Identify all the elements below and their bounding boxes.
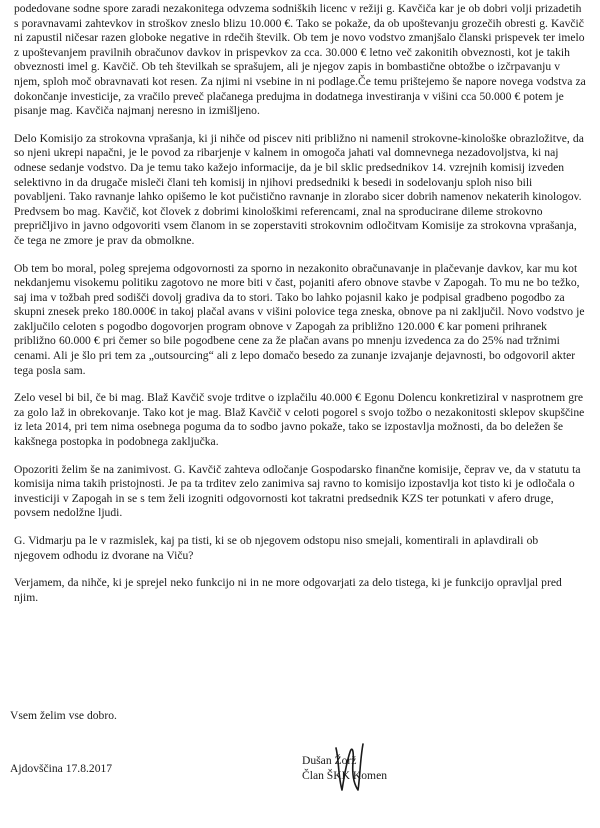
paragraph-7: Verjamem, da nihče, ki je sprejel neko funkcijo ni in ne more odgovarjati za delo tistega, ki je funkcijo opravljal pred njim.: [14, 576, 562, 604]
paragraph-4: Zelo vesel bi bil, če bi mag. Blaž Kavčič svoje trditve o izplačilu 40.000 € Egonu Dolencu konkretiziral v nasprotnem gre za golo laž in obrekovanje. Tako kot je mag. Blaž Kavčič v celoti pogorel s svojo tožbo o nezakonitosti sklepov skupščine iz leta 2014, pri tem nima osebnega poguma da to sodbo javno pokaže, tako se izpostavlja možnosti, da bo deležen še kakšnega postopka in podobnega zaključka.: [14, 391, 585, 449]
paragraph-1: podedovane sodne spore zaradi nezakonitega odvzema sodniških licenc v režiji g. Kavčiča kar je ob dobri volji prizadetih s poravnavami zahtevkov in stroškov zneslo blizu 10.000 €. Tako se pokaže, da ob upoštevanju grozečih obresti g. Kavčič ni zapustil ničesar razen globoke negative in rdečih številk. Ob tem je novo vodstvo zmanjšalo članski prispevek ter imelo z upoštevanjem pravilnih obračunov davkov in prispevkov za cca. 30.000 € letno več zakonitih obveznosti, kot je takih obveznosti imel g. Kavčič. Ob teh številkah se sprašujem, ali je njegov zapis in bombastične obtožbe o izčrpavanju v njem, sploh moč obravnavati kot resen. Za njimi ni vsebine in ni podlage.Če temu prištejemo še napore novega vodstva za dokončanje investicije, za vračilo preveč plačanega predujma in dodatnega investiranja v višini cca 50.000 € potem je pisanje mag. Kavčiča najmanj neresno in izmišljeno.: [14, 2, 586, 118]
place-date: Ajdovščina 17.8.2017: [10, 762, 113, 775]
signer-role: Član ŠKK Komen: [302, 769, 388, 782]
handwritten-signature-icon: [330, 738, 370, 796]
paragraph-6: G. Vidmarju pa le v razmislek, kaj pa tisti, ki se ob njegovem odstopu niso smejali, komentirali in aplavdirali ob njegovem odhodu iz dvorane na Viču?: [14, 534, 539, 562]
signer-name: Dušan Žorž: [302, 754, 357, 767]
paragraph-5: Opozoriti želim še na zanimivost. G. Kavčič zahteva odločanje Gospodarsko finančne komisije, čeprav ve, da v statutu ta komisija nima takih pristojnosti. Je pa ta trditev zelo zanimiva saj ravno to komisijo izpostavlja kot tisto ki je odločala o investiciji v Zapogah in se s tem želi izogniti odgovornosti kot takratni predsednik KZS ter potunkati v afero druge, povsem nedolžne ljudi.: [14, 462, 581, 520]
paragraph-3: Ob tem bo moral, poleg sprejema odgovornosti za sporno in nezakonito obračunavanje in plačevanje davkov, kar mu kot nekdanjemu visokemu politiku zagotovo ne more biti v čast, pojaniti afero obnove stavbe v Zapogah. To mu ne bo težko, saj ima v tožbah pred sodišči dovolj gradiva da to stori. Tako bo lahko pojasnil kako je podpisal gradbeno pogodbo za skupni znesek preko 180.000€ in takoj plačal avans v višini polovice tega zneska, obnove pa ni zaključil. Novo vodstvo je zaključilo celoten s pogodbo dogovorjen program obnove v Zapogah za približno 120.000 € kar pomeni prihranek približno 60.000 € pri čemer so bile pogodbene cene za že plačan avans po mnenju izvedenca za do 25% nad tržnimi cenami. Ali je šlo pri tem za „outsourcing“ ali z lepo domačo besedo za zunanje izvajanje dejavnosti, bo odgovoril akter tega posla sam.: [14, 261, 585, 377]
paragraph-2: Delo Komisijo za strokovna vprašanja, ki ji nihče od piscev niti približno ni namenil strokovne-kinološke obrazložitve, da so njeni ukrepi napačni, je le povod za ribarjenje v kalnem in omogoča jahati val domnevnega nezadovoljstva, ki naj odnese sedanje vodstvo. Da je temu tako kažejo informacije, da je bil sklic predsednikov 14. vzrejnih komisij izveden selektivno in da drugače misleči člani teh komisij in njihovi predsedniki k besedi in sodelovanju sploh niso bili povabljeni. Tako ravnanje lahko opišemo le kot pučistično ravnanje in zlorabo sicer dobrih namenov nekaterih kinologov. Predvsem bo mag. Kavčič, kot človek z dobrimi kinološkimi referencami, znal na sproducirane dileme strokovno prepričljivo in javno odgovoriti vsem članom in se zoperstaviti strokovnim odločitvam Komisije za strokovna vprašanja, če tega ne zmore je prav da obmolkne.: [14, 131, 584, 247]
closing-greeting: Vsem želim vse dobro.: [10, 709, 117, 722]
